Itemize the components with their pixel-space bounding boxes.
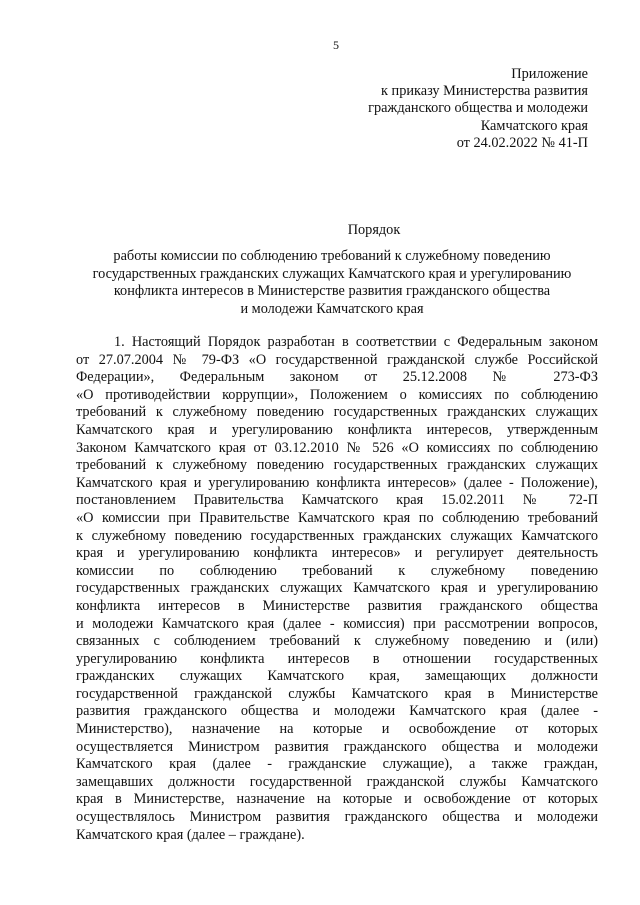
subtitle-line: и молодежи Камчатского края [240,300,424,317]
body-line: Камчатского края и урегулированию конфликта интересов» (далее - Положение), [76,474,598,491]
body-line: Камчатского края (далее – граждане). [76,826,305,843]
body-line: развития гражданского общества и молодежи Камчатского края (далее - [76,703,598,720]
body-line: постановлением Правительства Камчатского края 15.02.2011 № 72-П [76,492,598,509]
body-line: Федерации», Федеральным законом от 25.12.2008 № 273-ФЗ [76,369,598,386]
body-line: от 27.07.2004 № 79-ФЗ «О государственной гражданской службе Российской [76,351,598,368]
subtitle-line: конфликта интересов в Министерстве развития гражданского общества [113,283,551,300]
body-line: края в Министерстве, назначение на которые и освобождение от которых [76,791,598,808]
body-line: конфликта интересов в Министерстве развития гражданского общества [76,597,598,614]
subtitle-line: государственных гражданских служащих Камчатского края и урегулированию [92,265,572,282]
body-paragraph [76,334,598,844]
appendix-line: Камчатского края [480,117,588,134]
appendix-block [368,66,588,152]
body-line: Министерство), назначение на которые и освобождение от которых [76,721,598,738]
appendix-line: от 24.02.2022 № 41-П [456,134,588,151]
body-line: Законом Камчатского края от 03.12.2010 № 526 «О комиссиях по соблюдению [76,439,598,456]
body-line: и молодежи Камчатского края (далее - комиссия) при рассмотрении вопросов, [76,615,598,632]
document-title: Порядок [347,222,401,238]
document-subtitle [62,248,602,318]
body-line: требований к служебному поведению государственных гражданских служащих [76,457,598,474]
body-line: связанных с соблюдением требований к служебному поведению и (или) [76,633,598,650]
body-line: требований к служебному поведению государственных гражданских служащих [76,404,598,421]
body-line: края и урегулированию конфликта интересов» и регулирует деятельность [76,545,598,562]
body-line: замещавших должности государственной гражданской службы Камчатского [76,773,598,790]
appendix-line: гражданского общества и молодежи [368,100,588,117]
body-line: к служебному поведению государственных гражданских служащих Камчатского [76,527,598,544]
body-line: комиссии по соблюдению требований к служебному поведению [76,562,598,579]
body-line: государственных гражданских служащих Камчатского края и урегулированию [76,580,598,597]
body-line: урегулированию конфликта интересов в отношении государственных [76,650,598,667]
body-line: государственной гражданской службы Камчатского края в Министерстве [76,685,598,702]
body-line: осуществлялось Министром развития гражданского общества и молодежи [76,809,598,826]
body-line: Камчатского края (далее - гражданские служащие), а также граждан, [76,756,598,773]
appendix-line: к приказу Министерства развития [381,83,588,100]
page-number: 5 [333,38,339,52]
body-line: «О противодействии коррупции», Положением о комиссиях по соблюдению [76,386,598,403]
body-line: осуществляется Министром развития гражданского общества и молодежи [76,738,598,755]
appendix-line: Приложение [511,66,588,82]
body-line: гражданских служащих Камчатского края, замещающих должности [76,668,598,685]
subtitle-line: работы комиссии по соблюдению требований к служебному поведению [113,248,551,264]
body-line: Камчатского края и урегулированию конфликта интересов, утвержденным [76,421,598,438]
body-line: «О комиссии при Правительстве Камчатского края по соблюдению требований [76,509,598,526]
body-line: 1. Настоящий Порядок разработан в соответствии с Федеральным законом [114,334,598,350]
